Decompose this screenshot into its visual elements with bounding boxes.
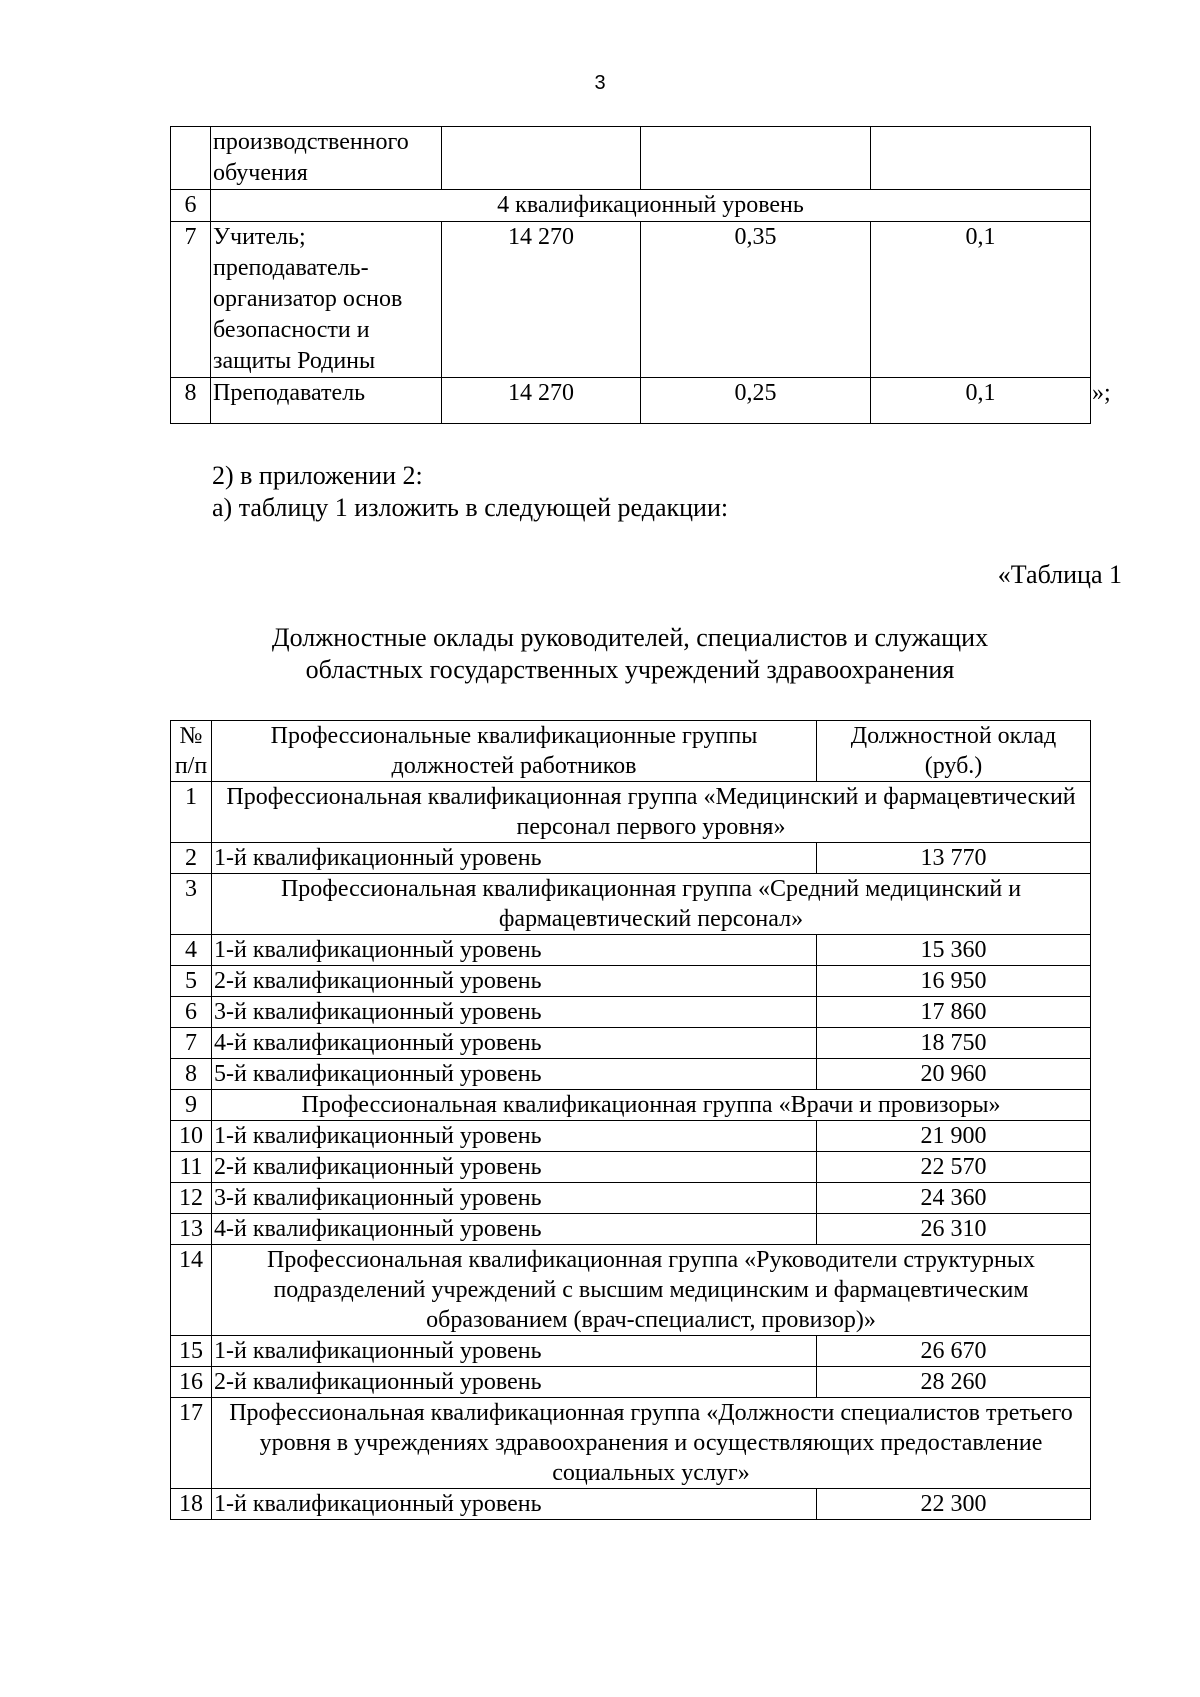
salary-value: 28 260: [817, 1367, 1091, 1398]
salary-value: 26 670: [817, 1336, 1091, 1367]
qualification-level: 1-й квалификационный уровень: [212, 1336, 817, 1367]
qualification-level: 1-й квалификационный уровень: [212, 843, 817, 874]
group-row: [171, 782, 1091, 843]
header-salary: Должностной оклад (руб.): [817, 721, 1091, 782]
group-heading: 4 квалификационный уровень: [211, 190, 1091, 222]
group-heading: Профессиональная квалификационная группа «Должности специалистов третьего уровня в учреждениях здравоохранения и осуществляющих предоставление социальных услуг»: [212, 1398, 1091, 1489]
coefficient-2: 0,1: [871, 378, 1091, 424]
table-row: [171, 190, 1091, 222]
level-row: [171, 1152, 1091, 1183]
group-row: [171, 1398, 1091, 1489]
table-title-line-2: областных государственных учреждений здравоохранения: [305, 655, 955, 684]
continued-table: [170, 126, 1091, 424]
level-row: [171, 1183, 1091, 1214]
row-number: 8: [171, 1059, 212, 1090]
row-number: 7: [171, 222, 211, 378]
coefficient-1: 0,25: [641, 378, 871, 424]
coefficient-2: 0,1: [871, 222, 1091, 378]
table-title: [170, 622, 1090, 686]
position-title: Преподаватель: [211, 378, 442, 424]
level-row: [171, 997, 1091, 1028]
table-row: [171, 127, 1091, 190]
row-number: 10: [171, 1121, 212, 1152]
level-row: [171, 935, 1091, 966]
base-rate: [442, 127, 641, 190]
qualification-level: 3-й квалификационный уровень: [212, 997, 817, 1028]
qualification-level: 1-й квалификационный уровень: [212, 1121, 817, 1152]
row-number: 17: [171, 1398, 212, 1489]
qualification-level: 2-й квалификационный уровень: [212, 966, 817, 997]
level-row: [171, 843, 1091, 874]
closing-quote: »;: [1092, 380, 1111, 406]
page-number: 3: [594, 72, 606, 94]
row-number: 4: [171, 935, 212, 966]
salary-value: 17 860: [817, 997, 1091, 1028]
row-number: 13: [171, 1214, 212, 1245]
table-title-line-1: Должностные оклады руководителей, специалистов и служащих: [271, 623, 989, 652]
header-num: № п/п: [171, 721, 212, 782]
position-title: Учитель; преподаватель-организатор основ безопасности и защиты Родины: [211, 222, 442, 378]
header-group: Профессиональные квалификационные группы должностей работников: [212, 721, 817, 782]
qualification-level: 4-й квалификационный уровень: [212, 1028, 817, 1059]
table-row: [171, 378, 1091, 424]
coefficient-2: [871, 127, 1091, 190]
group-heading: Профессиональная квалификационная группа «Врачи и провизоры»: [212, 1090, 1091, 1121]
salary-value: 24 360: [817, 1183, 1091, 1214]
position-title: производственного обучения: [211, 127, 442, 190]
table-row: [171, 222, 1091, 378]
level-row: [171, 1028, 1091, 1059]
salary-value: 22 570: [817, 1152, 1091, 1183]
salary-value: 22 300: [817, 1489, 1091, 1520]
row-number: 5: [171, 966, 212, 997]
level-row: [171, 1214, 1091, 1245]
row-number: 11: [171, 1152, 212, 1183]
row-number: 6: [171, 190, 211, 222]
row-number: 6: [171, 997, 212, 1028]
amendment-paragraph-1: 2) в приложении 2:: [212, 461, 423, 490]
qualification-level: 5-й квалификационный уровень: [212, 1059, 817, 1090]
table-header-row: [171, 721, 1091, 782]
base-rate: 14 270: [442, 378, 641, 424]
qualification-level: 1-й квалификационный уровень: [212, 935, 817, 966]
row-number: 14: [171, 1245, 212, 1336]
row-number: 7: [171, 1028, 212, 1059]
qualification-level: 3-й квалификационный уровень: [212, 1183, 817, 1214]
salary-value: 18 750: [817, 1028, 1091, 1059]
salary-value: 13 770: [817, 843, 1091, 874]
group-row: [171, 1090, 1091, 1121]
salary-value: 16 950: [817, 966, 1091, 997]
amendment-paragraph-2: а) таблицу 1 изложить в следующей редакции:: [212, 493, 729, 522]
qualification-level: 4-й квалификационный уровень: [212, 1214, 817, 1245]
salary-value: 21 900: [817, 1121, 1091, 1152]
level-row: [171, 1336, 1091, 1367]
salary-value: 26 310: [817, 1214, 1091, 1245]
coefficient-1: [641, 127, 871, 190]
salary-table: [170, 720, 1091, 1520]
row-number: 2: [171, 843, 212, 874]
row-number: 15: [171, 1336, 212, 1367]
level-row: [171, 1059, 1091, 1090]
row-number: 16: [171, 1367, 212, 1398]
level-row: [171, 1489, 1091, 1520]
group-heading: Профессиональная квалификационная группа «Руководители структурных подразделений учреждений с высшим медицинским и фармацевтическим образованием (врач-специалист, провизор)»: [212, 1245, 1091, 1336]
row-number: 8: [171, 378, 211, 424]
table-caption: «Таблица 1: [997, 560, 1122, 589]
coefficient-1: 0,35: [641, 222, 871, 378]
row-number: 1: [171, 782, 212, 843]
row-number: 18: [171, 1489, 212, 1520]
level-row: [171, 966, 1091, 997]
qualification-level: 2-й квалификационный уровень: [212, 1367, 817, 1398]
salary-value: 15 360: [817, 935, 1091, 966]
qualification-level: 2-й квалификационный уровень: [212, 1152, 817, 1183]
group-heading: Профессиональная квалификационная группа «Средний медицинский и фармацевтический персонал»: [212, 874, 1091, 935]
group-row: [171, 874, 1091, 935]
row-number: [171, 127, 211, 190]
group-heading: Профессиональная квалификационная группа «Медицинский и фармацевтический персонал первого уровня»: [212, 782, 1091, 843]
salary-table-body: [171, 782, 1091, 1520]
base-rate: 14 270: [442, 222, 641, 378]
row-number: 9: [171, 1090, 212, 1121]
salary-value: 20 960: [817, 1059, 1091, 1090]
level-row: [171, 1367, 1091, 1398]
row-number: 12: [171, 1183, 212, 1214]
level-row: [171, 1121, 1091, 1152]
row-number: 3: [171, 874, 212, 935]
qualification-level: 1-й квалификационный уровень: [212, 1489, 817, 1520]
group-row: [171, 1245, 1091, 1336]
